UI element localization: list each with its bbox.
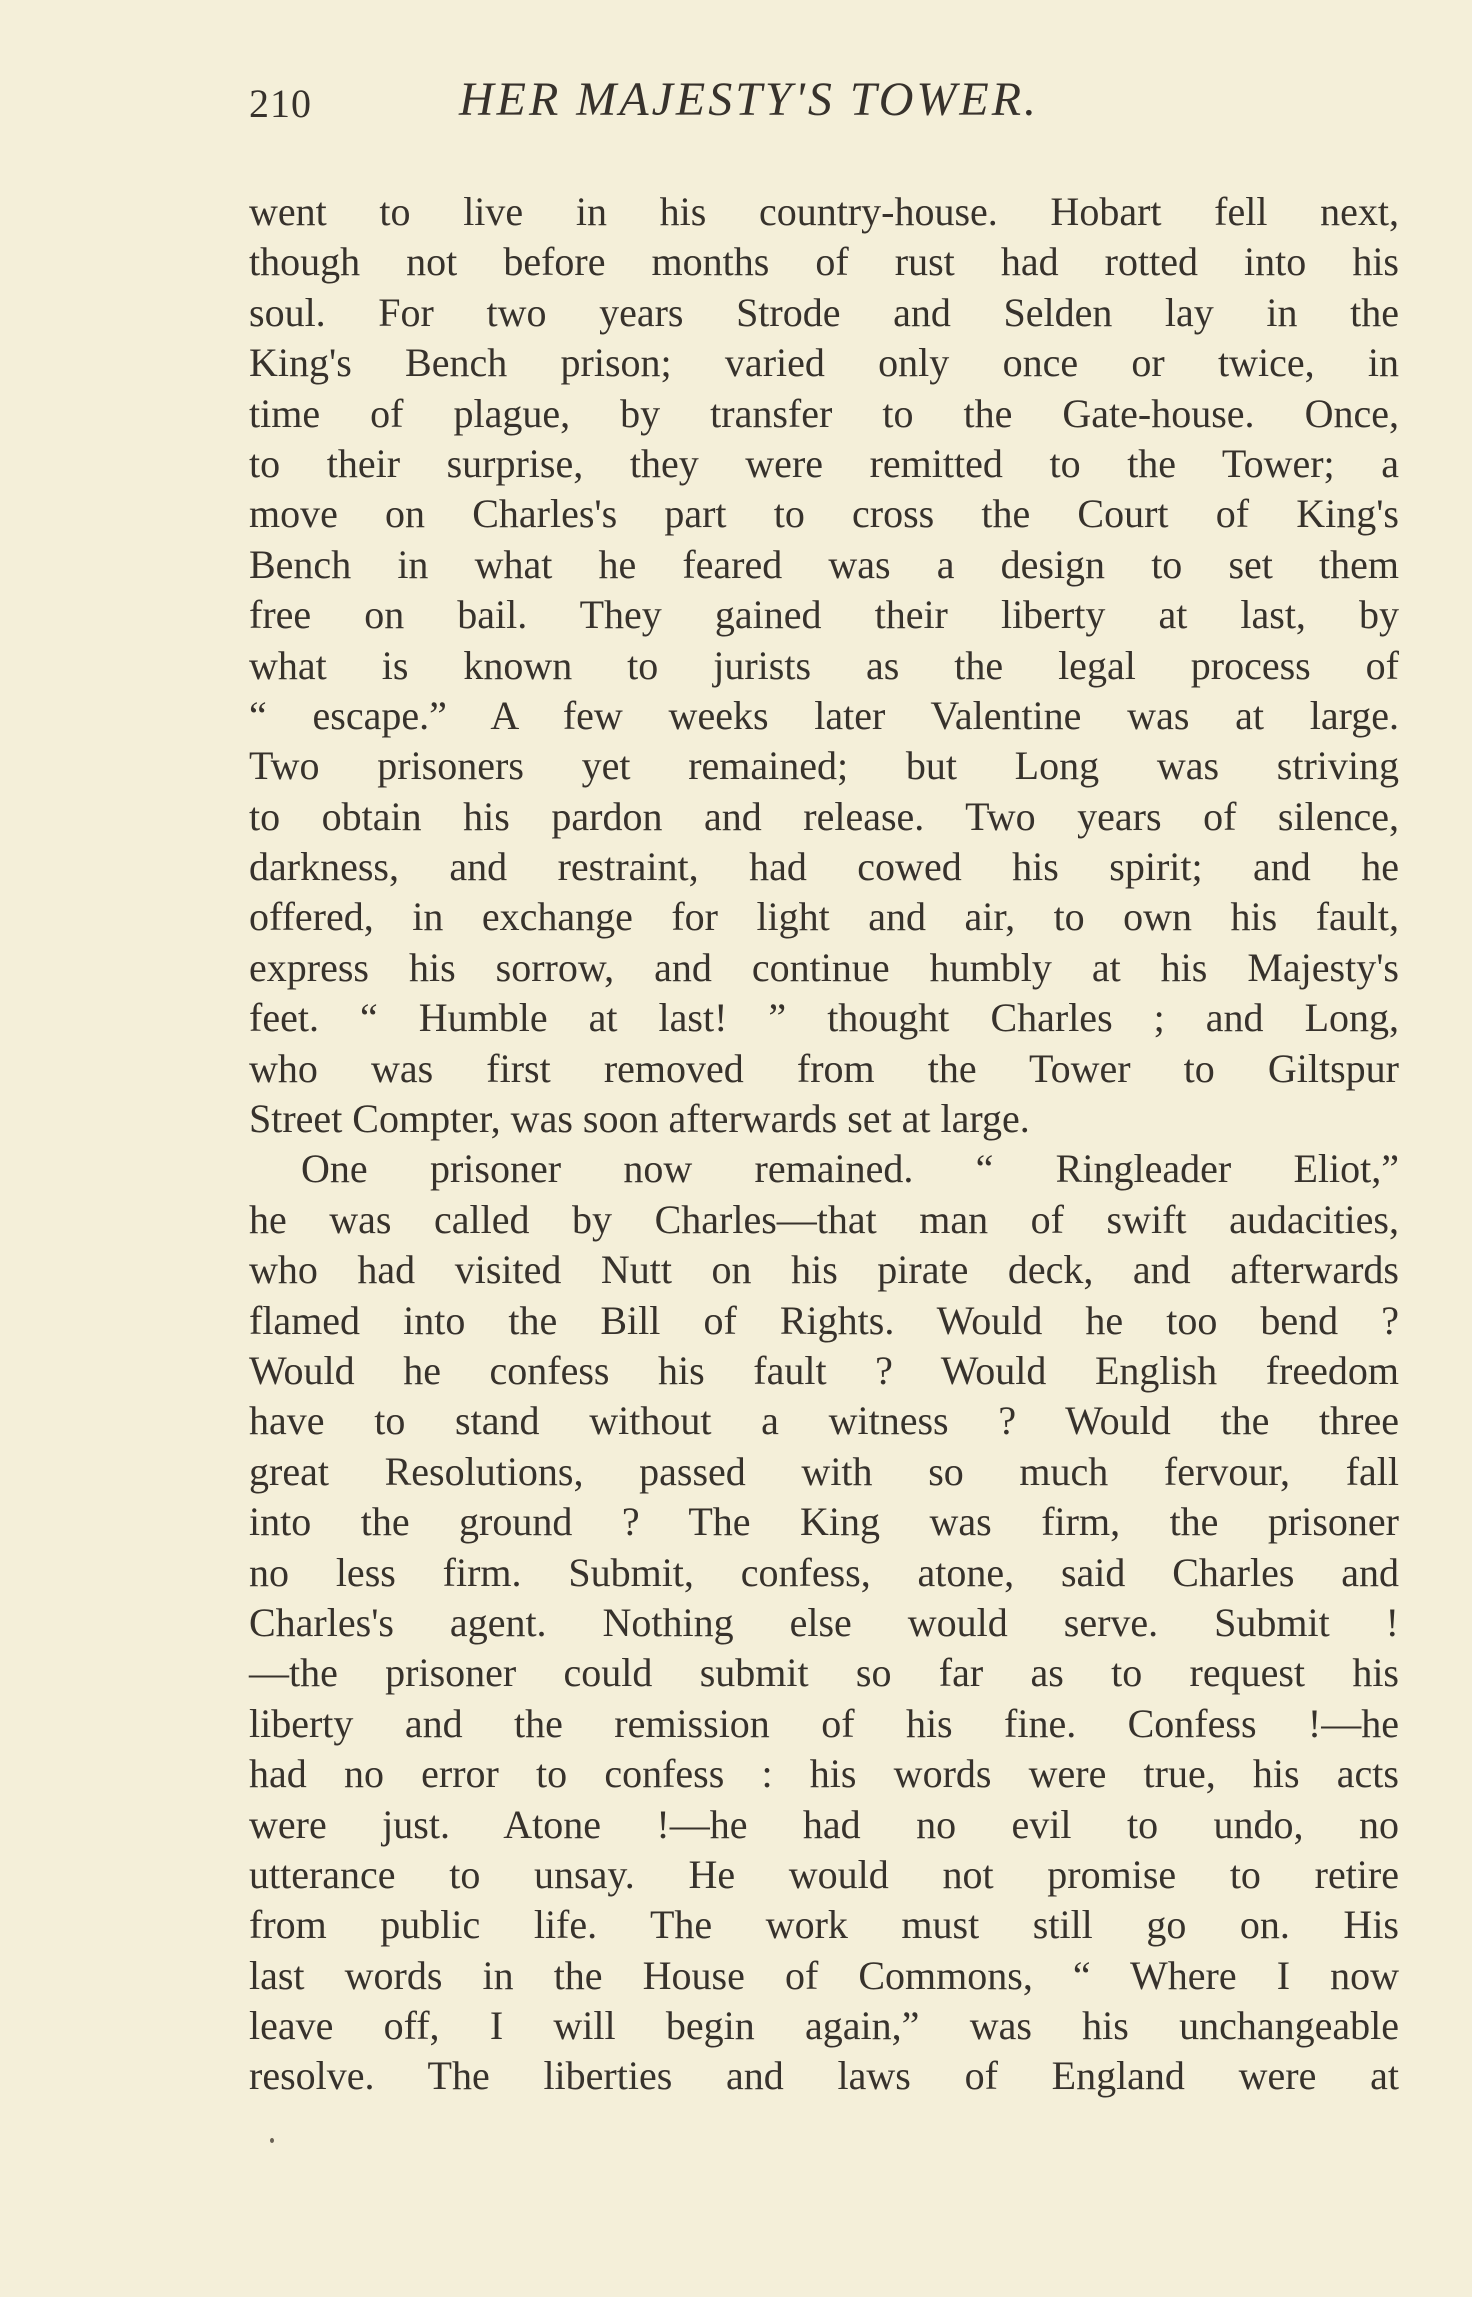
text-line: into the ground ? The King was firm, the prisoner [249,1499,1399,1545]
text-line: he was called by Charles—that man of swift audacities, [249,1196,1399,1242]
text-line: were just. Atone !—he had no evil to undo, no [249,1801,1399,1847]
text-line: One prisoner now remained. “ Ringleader Eliot,” [301,1146,1399,1192]
text-line: offered, in exchange for light and air, to own his fault, [249,894,1399,940]
text-line: “ escape.” A few weeks later Valentine was at large. [249,692,1399,738]
text-line: Street Compter, was soon afterwards set at large. [249,1096,1030,1142]
text-line: express his sorrow, and continue humbly at his Majesty's [249,944,1399,990]
text-line: leave off, I will begin again,” was his unchangeable [249,2003,1399,2049]
text-line: who was first removed from the Tower to Giltspur [249,1045,1399,1091]
text-line: to obtain his pardon and release. Two years of silence, [249,793,1399,839]
text-line: darkness, and restraint, had cowed his spirit; and he [249,844,1399,890]
text-line: feet. “ Humble at last! ” thought Charles ; and Long, [249,995,1399,1041]
text-line: went to live in his country-house. Hobart fell next, [249,189,1399,234]
text-line: last words in the House of Commons, “ Where I now [249,1952,1399,1998]
text-line: Would he confess his fault ? Would English freedom [249,1347,1399,1393]
text-line: flamed into the Bill of Rights. Would he too bend ? [249,1297,1399,1343]
body-text [249,187,1399,2102]
text-line: King's Bench prison; varied only once or twice, in [249,340,1399,386]
text-line: Charles's agent. Nothing else would serve. Submit ! [249,1599,1399,1645]
page-header [249,72,1399,132]
page-number: 210 [249,81,312,126]
text-line: resolve. The liberties and laws of England were at [249,2053,1399,2099]
text-line: to their surprise, they were remitted to the Tower; a [249,440,1399,486]
text-line: Two prisoners yet remained; but Long was striving [249,743,1399,789]
text-line: move on Charles's part to cross the Court of King's [249,491,1399,537]
text-line: liberty and the remission of his fine. Confess !—he [249,1700,1399,1746]
text-line: soul. For two years Strode and Selden lay in the [249,289,1399,335]
text-line: have to stand without a witness ? Would the three [249,1398,1399,1444]
text-line: from public life. The work must still go on. His [249,1902,1399,1948]
text-line: utterance to unsay. He would not promise to retire [249,1851,1399,1897]
text-line: who had visited Nutt on his pirate deck, and afterwards [249,1247,1399,1293]
text-line: time of plague, by transfer to the Gate-house. Once, [249,390,1399,436]
running-title: HER MAJESTY'S TOWER. [459,73,1040,126]
text-line: no less firm. Submit, confess, atone, said Charles and [249,1549,1399,1595]
text-line: free on bail. They gained their liberty at last, by [249,592,1399,638]
paper-speck [270,2138,274,2143]
text-line: had no error to confess : his words were true, his acts [249,1751,1399,1797]
text-line: though not before months of rust had rotted into his [249,239,1399,285]
text-line: —the prisoner could submit so far as to request his [249,1650,1399,1696]
text-line: great Resolutions, passed with so much fervour, fall [249,1448,1399,1494]
text-line: what is known to jurists as the legal process of [249,642,1399,688]
text-line: Bench in what he feared was a design to set them [249,541,1399,587]
